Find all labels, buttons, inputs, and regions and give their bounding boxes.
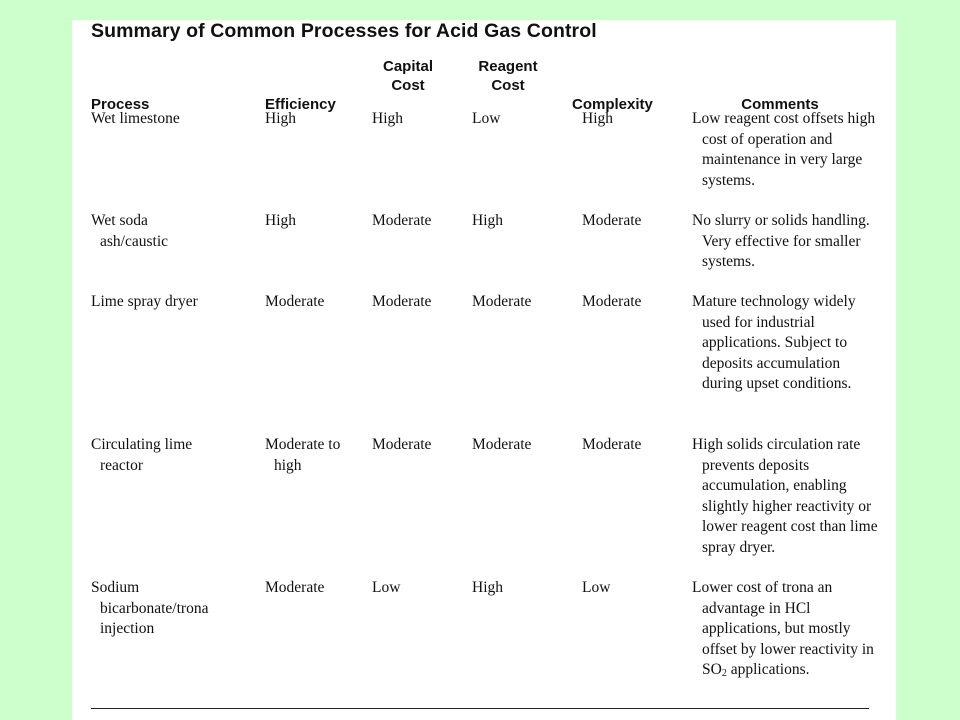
row5-comments-subscript: 2 [721, 668, 727, 679]
row2-capital-cost: Moderate [372, 212, 432, 229]
row5-capital-cost: Low [372, 579, 401, 596]
row3-reagent-cost: Moderate [472, 293, 532, 310]
row4-complexity: Moderate [582, 436, 642, 453]
row1-comments: Low reagent cost offsets high cost of operation and maintenance in very large systems. [692, 110, 876, 189]
row3-comments: Mature technology widely used for industrial applications. Subject to deposits accumulation during upset conditions. [692, 293, 856, 392]
row2-comments: No slurry or solids handling. Very effective for smaller systems. [692, 212, 870, 270]
row5-efficiency: Moderate [265, 579, 325, 596]
row1-efficiency: High [265, 110, 296, 127]
header-process: Process [91, 96, 150, 113]
row2-reagent-cost: High [472, 212, 503, 229]
row5-comments-part1: Lower cost of trona an advantage in HCl applications, but mostly offset by lower reactivity in SO [692, 579, 874, 678]
header-comments: Comments [741, 96, 819, 113]
row3-capital-cost: Moderate [372, 293, 432, 310]
row4-process: Circulating lime reactor [91, 436, 193, 474]
row4-efficiency: Moderate to high [265, 436, 341, 474]
row2-complexity: Moderate [582, 212, 642, 229]
row5-complexity: Low [582, 579, 611, 596]
row1-reagent-cost: Low [472, 110, 501, 127]
row1-complexity: High [582, 110, 613, 127]
header-reagent-cost: Reagent Cost [478, 58, 538, 94]
row1-process: Wet limestone [91, 110, 180, 127]
bottom-rule [91, 708, 869, 709]
row5-process: Sodium bicarbonate/trona injection [91, 579, 209, 637]
row4-capital-cost: Moderate [372, 436, 432, 453]
row5-reagent-cost: High [472, 579, 503, 596]
row1-capital-cost: High [372, 110, 403, 127]
row5-comments [692, 578, 882, 685]
row3-process: Lime spray dryer [91, 293, 198, 310]
table-title: Summary of Common Processes for Acid Gas Control [91, 20, 597, 42]
row3-complexity: Moderate [582, 293, 642, 310]
document-page [72, 20, 896, 720]
row5-comments-part2: applications. [726, 661, 810, 678]
row4-reagent-cost: Moderate [472, 436, 532, 453]
row4-comments: High solids circulation rate prevents deposits accumulation, enabling slightly higher reactivity or lower reagent cost than lime spray dryer. [692, 436, 878, 556]
row2-efficiency: High [265, 212, 296, 229]
header-complexity: Complexity [572, 96, 653, 113]
row3-efficiency: Moderate [265, 293, 325, 310]
header-capital-cost: Capital Cost [382, 58, 433, 94]
header-efficiency: Efficiency [265, 96, 336, 113]
row2-process: Wet soda ash/caustic [91, 212, 169, 250]
